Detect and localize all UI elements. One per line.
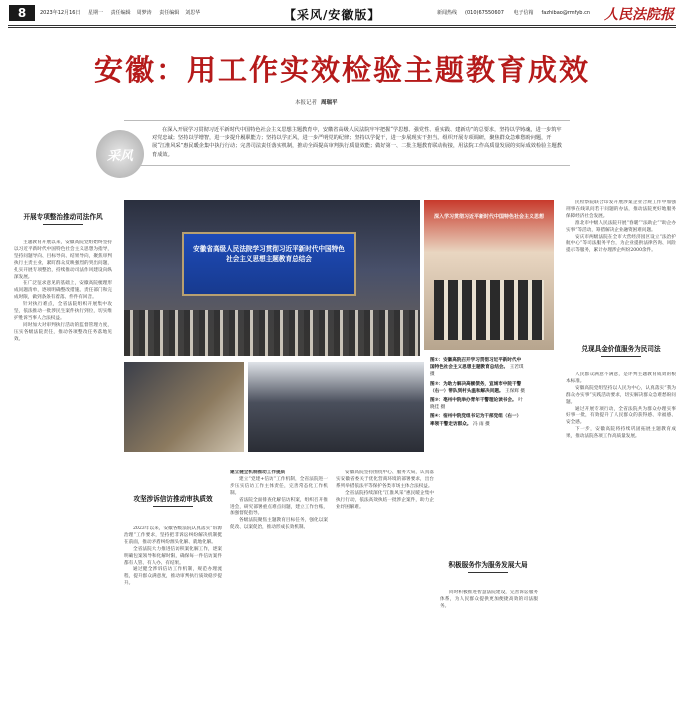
section2-body	[124, 526, 222, 712]
right-banner-text: 深入学习贯彻习近平新时代中国特色社会主义思想	[433, 214, 544, 220]
section4-heading-text: 积极服务作为服务发展大局	[448, 561, 528, 569]
section1-heading-text: 开展专项整治推动司法作风	[23, 213, 103, 221]
section1-heading-rule	[43, 224, 83, 225]
section1-paragraph: 同时加大对审判执行活动的监督管理力度，压实各级法院责任，推动各项整改任务落地见效。	[14, 322, 112, 342]
section5-heading-text: 兑现具金价值服务为民司法	[581, 345, 661, 353]
caifeng-seal: 采风	[96, 130, 144, 178]
section3-paragraph: 建立“党建+信访”工作机制，全省法院进一步压实信访工作主体责任，完善常态化工作机制。	[230, 476, 328, 496]
photo-reading-session	[248, 362, 424, 452]
caption-4	[430, 413, 525, 427]
caption-3-credit: 叶晓佳 摄	[430, 398, 523, 411]
section1-body	[14, 240, 112, 710]
photo-captions	[430, 357, 525, 430]
email-address: fazhibao@rmfyb.cn	[541, 10, 590, 16]
issue-weekday: 星期一	[88, 10, 104, 16]
section4-body-left	[336, 470, 434, 712]
section4-paragraph: 安徽高院坚持围绕中心、服务大局，认真落实安徽省委关于优化营商环境的部署要求，出台系列举措依法平等保护各类市场主体合法权益。	[336, 470, 434, 489]
article-title: 安徽：用工作实效检验主题教育成效	[93, 53, 590, 87]
email-label: 电子信箱	[513, 10, 534, 16]
issue-date: 2023年12月16日	[40, 10, 81, 16]
section2-heading	[124, 494, 222, 507]
caption-2-credit: 王保辉 摄	[505, 388, 525, 394]
caption-3-text: 图③：亳州中院举办青年干警理论读书会。	[430, 398, 517, 404]
section1-paragraph: 在广泛征求意见的基础上，安徽高院梳理形成问题清单，逐项明确整改措施、责任部门和完成时限，做到条条有着落、件件有回音。	[14, 281, 112, 301]
header-rule	[8, 25, 676, 26]
caption-2-text: 图②：为助力解决高额债务，宣城市中院干警（右一）带队到村头温和解决问题。	[430, 381, 522, 394]
caption-1	[430, 357, 525, 379]
section5-body	[566, 372, 676, 712]
audience-rows	[124, 310, 420, 356]
section4-paragraph: 全省法院持续深化“江淮风采”惠民暖企集中执行行动，依法高效执结一批涉企案件，助力企业纾困解难。	[336, 490, 434, 510]
photo-village-visit	[124, 362, 244, 452]
stage-banner-text: 安徽省高级人民法院学习贯彻习近平新时代中国特色社会主义思想主题教育总结会	[193, 245, 345, 263]
section1-paragraph: 主题教育开展以来，安徽高院党组始终坚持以习近平新时代中国特色社会主义思想为指导，坚持问题导向、目标导向、结果导向，聚焦审判执行主责主业，紧盯群众反映强烈的突出问题，扎实开展专项整治，持续推动司法作风建设向纵深发展。	[14, 240, 112, 280]
caption-4-credit: 冯 雨 摄	[472, 421, 490, 427]
caption-1-credit: 王若琪 摄	[430, 365, 524, 378]
header-rule-thin	[8, 27, 676, 28]
proof-label: 责任编辑	[159, 10, 180, 16]
byline-prefix: 本报记者	[295, 100, 318, 106]
section4-body-right	[440, 590, 538, 712]
phone-label: 新闻热线	[437, 10, 458, 16]
section4-heading-rule	[468, 572, 508, 573]
section2-paragraph: 全省法院大力推进信访积案化解工作，逐案明确包案领导和化解时限，确保每一件信访案件都有人管、有人办、有结果。	[124, 546, 222, 566]
photo-summary-meeting	[124, 200, 420, 356]
section3-paragraph: 各级法院聚焦主题教育目标任务，强化以案促改、以案促治，推动形成长效机制。	[230, 518, 328, 531]
section3-body	[230, 470, 328, 712]
editor-name: 周梦涛	[136, 10, 152, 16]
section2-paragraph: 2023年以来，安徽各级法院认真落实“诉源治理”工作要求，坚持把非诉讼纠纷解决机制挺在前面，推动矛盾纠纷源头化解、就地化解。	[124, 526, 222, 545]
section5-heading-rule	[601, 356, 641, 357]
caption-1-text: 图①：安徽高院召开学习贯彻习近平新时代中国特色社会主义思想主题教育总结会。	[430, 358, 522, 371]
caption-3	[430, 397, 525, 411]
section1-heading	[14, 212, 112, 225]
right-top-paragraph: 淮北市中级人民法院开展“春暖”“法助企”“助企办实事”等活动，筹措解决企业融资困难问题。	[566, 220, 676, 233]
right-column-top	[566, 200, 676, 320]
byline-author: 周瑞平	[321, 100, 338, 106]
section5-paragraph: 安徽高院党组坚持以人民为中心，认真落实“我为群众办实事”实践活动要求，切实解决群众急难愁盼问题。	[566, 385, 676, 405]
photo-study-session	[424, 200, 554, 350]
section5-paragraph: 人民群众满意不满意，是评判主题教育成效的根本标准。	[566, 372, 676, 384]
section4-heading	[438, 560, 538, 573]
phone-number: (010)67550607	[465, 10, 504, 16]
proof-name: 刘思华	[185, 10, 201, 16]
header-meta	[40, 9, 206, 16]
newspaper-masthead: 人民法院报	[604, 7, 674, 23]
byline	[295, 98, 338, 106]
section-tag: 【采风/安徽版】	[284, 8, 381, 22]
caption-2	[430, 381, 525, 395]
participants	[434, 280, 544, 340]
caption-4-text: 图④：宿州中院党组书记为干部党组（右一）率领干警走访群众。	[430, 414, 522, 427]
section5-paragraph: 下一步，安徽高院将持续巩固拓展主题教育成果，推动法院各项工作高质量发展。	[566, 427, 676, 440]
right-top-paragraph: 民检察院联合印发开展涉案企业合规工作中加强刑事在线讯问若干问题的办法，推动法院更好地服务保障经济社会发展。	[566, 200, 676, 219]
section5-heading	[566, 344, 676, 357]
section2-paragraph: 通过健全涉诉信访工作机制，规范办理流程，提升群众满意度，推动审判执行质效稳步提升。	[124, 567, 222, 587]
stage-screen	[182, 232, 356, 296]
section2-heading-text: 攻坚涉诉信访推动审执质效	[133, 495, 213, 503]
header-contact	[437, 9, 598, 16]
section3-heading-inline: 建立健全机制推动工作提质	[230, 470, 286, 475]
section3-paragraph: 省法院全面排查化解信访积案，组织召开推进会，研究部署重点难点问题，建立工作台账，加强督促指导。	[230, 497, 328, 517]
page-header	[0, 0, 684, 26]
section5-paragraph: 通过开展专项行动，全省法院共为群众办理实事好事一批，有效提升了人民群众的获得感、幸福感、安全感。	[566, 406, 676, 426]
editor-label: 责任编辑	[110, 10, 131, 16]
section4-paragraph: 同时积极推进智慧法院建设，完善诉讼服务体系，为人民群众提供更加便捷高效的司法服务。	[440, 590, 538, 609]
section2-heading-rule	[153, 506, 193, 507]
page-number: 8	[9, 5, 35, 21]
right-top-paragraph: 安庆市两级法院在全市大营经济园区设立“法治护航中心”等司法服务平台，为企业提供法律咨询、风险提示等服务，累计办理涉企纠纷2000余件。	[566, 234, 676, 254]
section1-paragraph: 针对执行难点，全省法院组织开展集中攻坚，依法推动一批涉民生案件执行到位，切实维护胜诉当事人合法权益。	[14, 302, 112, 321]
intro-paragraph: 在深入开展学习贯彻习近平新时代中国特色社会主义思想主题教育中，安徽省高级人民法院牢牢把握“学思想、强党性、重实践、建新功”的总要求，坚持以学铸魂，进一步筑牢对党忠诚；坚持以学增智，进一步提升履职能力；坚持以学正风，进一步严明党的纪律；坚持以学促干，进一步展现实干担当。组织开展专项调研，聚焦群众急难愁盼问题，开展“江淮风采”惠民暖企集中执行行动；完善司法责任落实机制，推动全面提高审判执行质量效能；做好第一、二批主题教育联动衔接，用法院工作高质量发展的实际成效检验主题教育成效。	[152, 127, 562, 158]
